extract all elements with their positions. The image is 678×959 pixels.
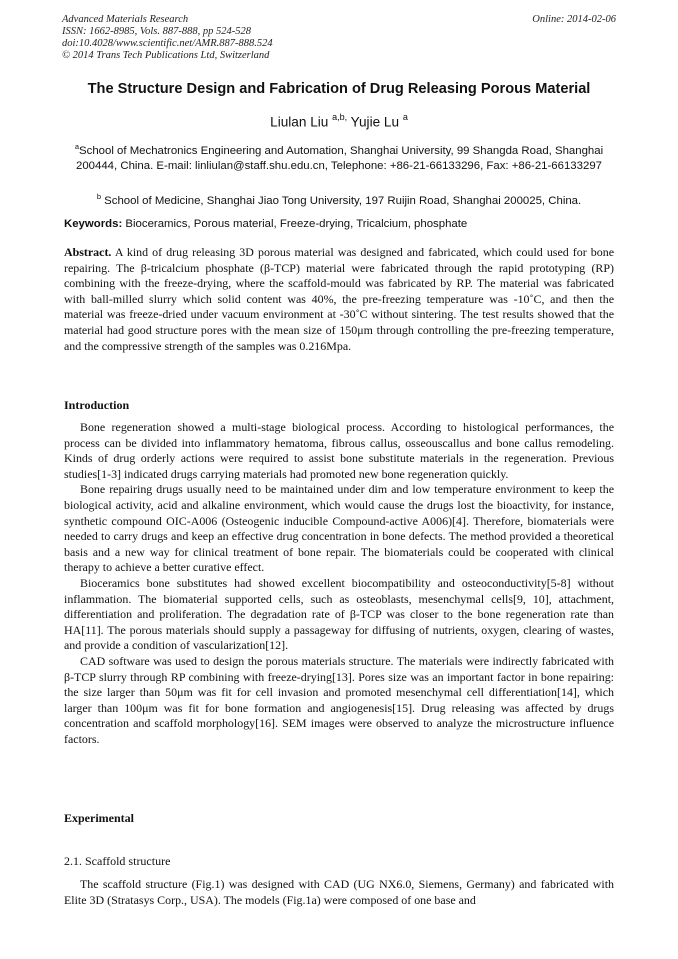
journal-name: Advanced Materials Research bbox=[62, 14, 189, 25]
paragraph: Bioceramics bone substitutes had showed excellent biocompatibility and osteoconductivity[5-8] without inflammation. The biomaterial supported cells, such as osteoblasts, mesenchymal cells[9, 10], attachment, differentiation and proliferation. The degradation rate of β-TCP was closer to the bone regeneration rate than HA[11]. The porous materials should supply a passageway for diffusing of nutrients, oxygen, clearing of wastes, and provide a condition of vascularization[12]. bbox=[64, 575, 614, 653]
paragraph: Bone repairing drugs usually need to be maintained under dim and low temperature environment to keep the biological activity, acid and alkaline environment, which would cause the drugs lost the bioactivity, for instance, synthetic compound OIC-A006 (Osteogenic inducible Compound-active A006)[4]. Therefore, biomaterials were needed to carry drugs and keep an effective drug concentration in bone defects. The method provided a theoretical basis and a new way for clinical treatment of bone repair. The biomaterials could be cooperated with clinical therapy to achieve a better curative effect. bbox=[64, 482, 614, 575]
paragraph: CAD software was used to design the porous materials structure. The materials were indirectly fabricated with β-TCP slurry through RP combining with freeze-drying[13]. Pores size was an important factor in bone repairing: the size larger than 50μm was fit for cell invasion and promoted mesenchymal cell differentiation[14], which larger than 100μm was fit for bone formation and angiogenesis[15]. Drug releasing was affected by drugs concentration and scaffold morphology[16]. SEM images were observed to analyze the microstructure influence factors. bbox=[64, 653, 614, 746]
author-line bbox=[0, 113, 678, 130]
keywords-label: Keywords: bbox=[64, 218, 123, 230]
affiliation-text: School of Mechatronics Engineering and Automation, Shanghai University, 99 Shangda Road, Shanghai 200444, China. E-mail: linliulan@staff.shu.edu.cn, Telephone: +86-21-66133296, Fax: +86-21-66133297 bbox=[76, 144, 604, 172]
doi-line: doi:10.4028/www.scientific.net/AMR.887-888.524 bbox=[62, 38, 273, 49]
author-superscript: a bbox=[402, 112, 408, 122]
author-name: Yujie Lu bbox=[350, 114, 400, 130]
keywords bbox=[64, 218, 614, 230]
paper-title: The Structure Design and Fabrication of Drug Releasing Porous Material bbox=[87, 81, 591, 97]
copyright-line: © 2014 Trans Tech Publications Ltd, Switzerland bbox=[62, 50, 270, 61]
introduction-body bbox=[64, 420, 614, 747]
abstract-label: Abstract. bbox=[64, 245, 112, 259]
journal-header bbox=[62, 14, 273, 62]
affiliation-b bbox=[64, 189, 614, 209]
affiliation-text: School of Medicine, Shanghai Jiao Tong University, 197 Ruijin Road, Shanghai 200025, China. bbox=[104, 194, 582, 207]
introduction-heading: Introduction bbox=[64, 398, 130, 412]
paragraph: The scaffold structure (Fig.1) was designed with CAD (UG NX6.0, Siemens, Germany) and fabricated with Elite 3D (Stratasys Corp., USA). The models (Fig.1a) were composed of one base and bbox=[64, 877, 614, 907]
affiliation-a bbox=[64, 139, 614, 174]
author-name: Liulan Liu bbox=[270, 114, 329, 130]
abstract bbox=[64, 245, 614, 354]
experimental-heading: Experimental bbox=[64, 811, 134, 825]
keywords-text: Bioceramics, Porous material, Freeze-drying, Tricalcium, phosphate bbox=[125, 218, 468, 230]
paragraph: Bone regeneration showed a multi-stage biological process. According to histological performances, the process can be divided into inflammatory hematoma, fibrous callus, osseouscallus and bone callus remodeling. Kinds of drug orderly actions were required to assist bone substitute materials in the regeneration. Previous studies[1-3] indicated drugs carrying materials had promoted new bone regeneration quickly. bbox=[64, 420, 614, 481]
affiliation-marker: b bbox=[96, 192, 101, 201]
author-superscript: a,b, bbox=[332, 112, 348, 122]
affiliation-marker: a bbox=[74, 142, 80, 151]
issn-line: ISSN: 1662-8985, Vols. 887-888, pp 524-528 bbox=[62, 26, 251, 37]
online-date: Online: 2014-02-06 bbox=[532, 14, 616, 25]
subsection-heading: 2.1. Scaffold structure bbox=[64, 854, 171, 868]
abstract-text: A kind of drug releasing 3D porous material was designed and fabricated, which could used for bone repairing. The β-tricalcium phosphate (β-TCP) material were fabricated through the rapid prototyping (RP) combining with the freeze-drying, where the scaffold-mould was fabricated by RP. The material was fabricated with ball-milled slurry which solid content was 40%, the pre-freezing temperature was -10˚C, and then the material was freeze-dried under vacuum environment at -30˚C without sintering. The test results showed that the material had good structure pores with the mean size of 150μm through controlling the pre-freezing temperature, and the compressive strength of the samples was 0.216Mpa. bbox=[64, 245, 614, 353]
scaffold-body bbox=[64, 877, 614, 908]
